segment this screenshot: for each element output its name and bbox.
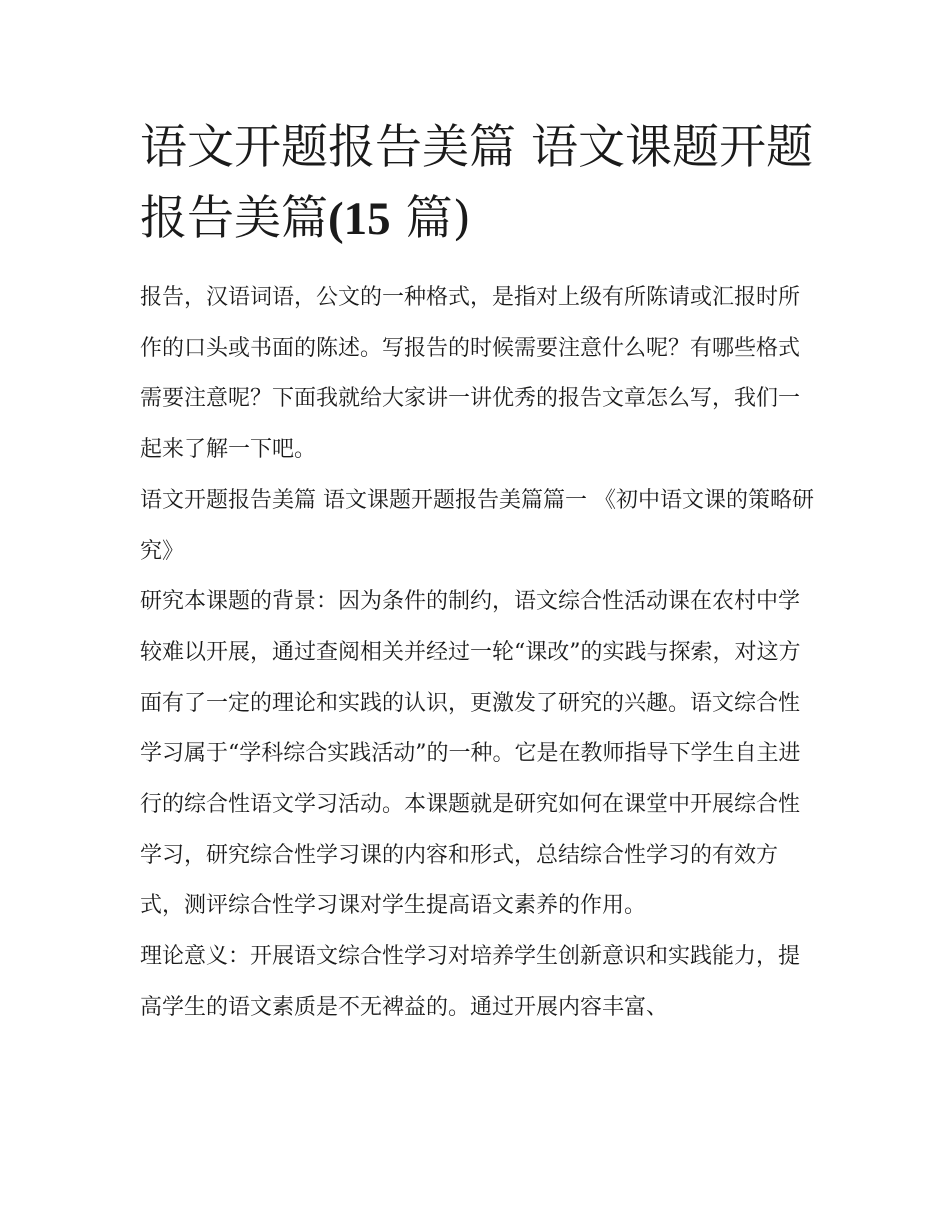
document-page	[140, 112, 815, 1034]
section-heading: 语文开题报告美篇 语文课题开题报告美篇篇一 《初中语文课的策略研究》	[140, 487, 814, 564]
intro-paragraph: 报告，汉语词语，公文的一种格式，是指对上级有所陈请或汇报时所作的口头或书面的陈述。写报告的时候需要注意什么呢？有哪些格式需要注意呢？下面我就给大家讲一讲优秀的报告文章怎么写，我们一起来了解一下吧。	[140, 285, 801, 463]
title-text: 语文开题报告美篇 语文课题开题报告美篇	[140, 120, 813, 246]
title-suffix: 篇)	[390, 191, 471, 246]
theory-paragraph: 理论意义：开展语文综合性学习对培养学生创新意识和实践能力，提高学生的语文素质是不无裨益的。通过开展内容丰富、	[140, 944, 801, 1020]
title-count: (15	[328, 193, 391, 245]
background-paragraph: 研究本课题的背景：因为条件的制约，语文综合性活动课在农村中学较难以开展，通过查阅相关并经过一轮“课改”的实践与探索，对这方面有了一定的理论和实践的认识，更激发了研究的兴趣。语文综合性学习属于“学科综合实践活动”的一种。它是在教师指导下学生自主进行的综合性语文学习活动。本课题就是研究如何在课堂中开展综合性学习，研究综合性学习课的内容和形式，总结综合性学习的有效方式，测评综合性学习课对学生提高语文素养的作用。	[140, 589, 801, 919]
document-title	[140, 112, 815, 255]
